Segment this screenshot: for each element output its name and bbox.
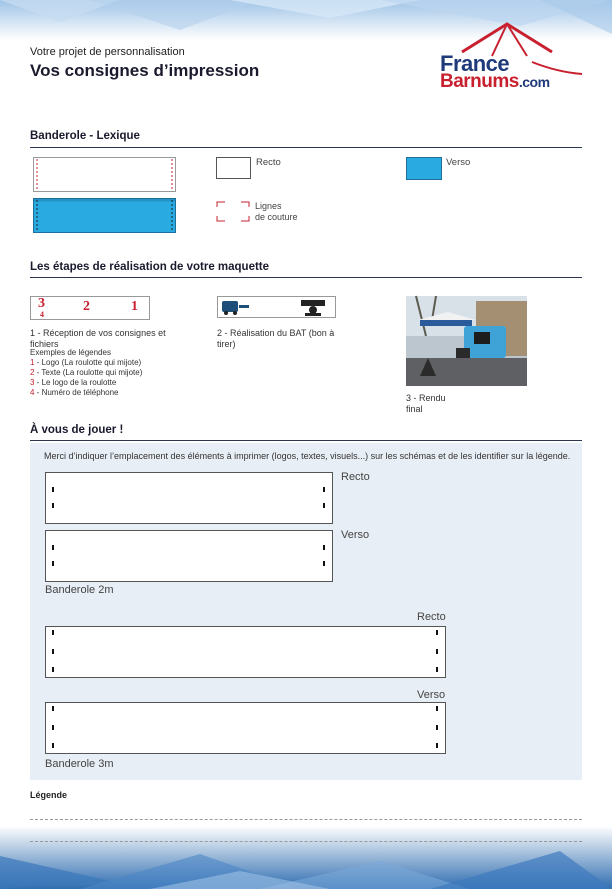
recto-legend-label: Recto (256, 157, 281, 168)
banner-2m-verso-drawing-area[interactable] (45, 530, 333, 582)
sample-number-3: 3 (38, 296, 45, 311)
example-item (30, 368, 142, 378)
recto-swatch (216, 157, 251, 179)
banner-verso-example (33, 198, 176, 233)
example-item (30, 378, 142, 388)
example-item (30, 388, 142, 398)
logo-text-barnums (440, 71, 550, 93)
example-num: 1 (30, 358, 35, 367)
page-subtitle: Votre projet de personnalisation (30, 46, 185, 58)
banner-2m-recto-drawing-area[interactable] (45, 472, 333, 524)
example-item (30, 358, 142, 368)
legende-write-line[interactable] (30, 841, 582, 842)
example-text: - Texte (La roulotte qui mijote) (34, 368, 143, 377)
banner-3m-recto-label: Recto (417, 611, 446, 623)
banner-2m-caption: Banderole 2m (45, 584, 114, 596)
section-divider (30, 277, 582, 278)
step3-label (406, 393, 446, 415)
seam-lines-icon (216, 201, 250, 222)
legende-write-line[interactable] (30, 819, 582, 820)
banner-3m-recto-drawing-area[interactable] (45, 626, 446, 678)
decorative-footer-pattern (0, 826, 612, 889)
sample-number-4: 4 (40, 310, 44, 319)
sample-number-1: 1 (131, 299, 138, 314)
banner-3m-verso-drawing-area[interactable] (45, 702, 446, 754)
step2-label: 2 - Réalisation du BAT (bon à tirer) (217, 328, 335, 349)
verso-legend-label: Verso (446, 157, 471, 168)
seam-lines-label (255, 201, 298, 223)
banner-3m-caption: Banderole 3m (45, 758, 114, 770)
sample-number-2: 2 (83, 299, 90, 314)
example-text: - Le logo de la roulotte (34, 378, 117, 387)
step1-label: 1 - Réception de vos consignes et fichiers (30, 328, 166, 349)
section-title-lexique: Banderole - Lexique (30, 130, 140, 142)
seam-lines-label-line2: de couture (255, 212, 298, 222)
example-num: 4 (30, 388, 35, 397)
section-divider (30, 440, 582, 441)
final-render-photo (406, 296, 527, 386)
example-num: 2 (30, 368, 35, 377)
seam-lines-label-line1: Lignes (255, 201, 282, 211)
step1-banner-sample (30, 296, 150, 320)
logo-text-france: France (440, 51, 510, 76)
example-text: - Numéro de téléphone (34, 388, 119, 397)
logo-text-dotcom: .com (518, 74, 550, 90)
example-num: 3 (30, 378, 35, 387)
example-text: - Logo (La roulotte qui mijote) (34, 358, 142, 367)
step3-label-line1: 3 - Rendu (406, 393, 446, 403)
examples-title: Exemples de légendes (30, 348, 111, 357)
section-title-jouer: À vous de jouer ! (30, 424, 124, 436)
step2-bat-sample (217, 296, 336, 318)
verso-swatch (406, 157, 442, 180)
examples-list (30, 348, 142, 398)
page-title: Vos consignes d’impression (30, 61, 260, 80)
banner-recto-example (33, 157, 176, 192)
banner-2m-verso-label: Verso (341, 529, 370, 541)
section-divider (30, 147, 582, 148)
banner-2m-recto-label: Recto (341, 471, 370, 483)
step3-label-line2: final (406, 404, 423, 414)
instructions-text: Merci d’indiquer l’emplacement des éléments à imprimer (logos, textes, visuels...) sur les schémas et de les identifier sur la légende. (44, 451, 571, 461)
section-title-etapes: Les étapes de réalisation de votre maquette (30, 261, 270, 273)
logo-text-barnums-word: Barnums (440, 71, 519, 92)
legende-title: Légende (30, 790, 68, 800)
banner-3m-verso-label: Verso (417, 689, 446, 701)
